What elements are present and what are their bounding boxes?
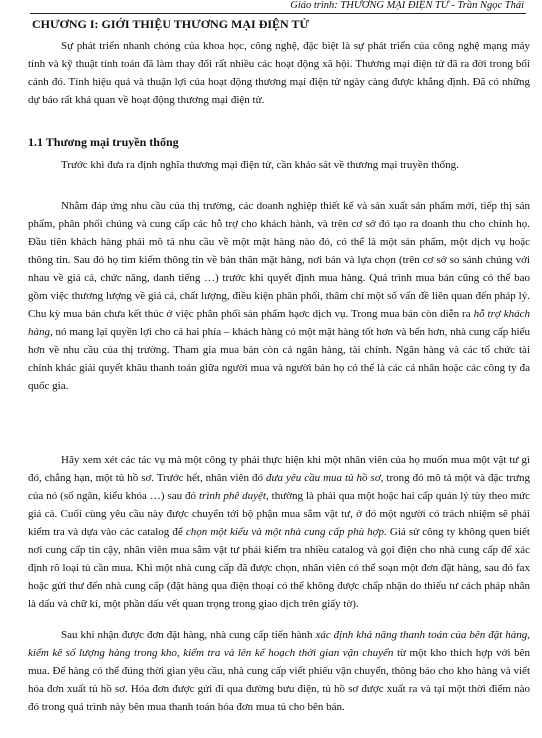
intro-paragraph: Sự phát triển nhanh chóng của khoa học, công nghệ, đặc biệt là sự phát triển của công nghệ mạng máy tính và kỹ thuật tính toán đã làm thay đổi rất nhiều các hoạt động xã hội. Thương mại điện tử đã ra đời trong bối cảnh đó. Tính hiệu quả và thuận lợi của hoạt động thương mại điện tử ngày càng được khẳng định. Đã có những dự báo rất khả quan về hoạt động thương mại điện tử.: [28, 40, 530, 106]
text-run: , nó mang lại quyền lợi cho cả hai phía – khách hàng có một mặt hàng tốt hơn và bến hơn, nhà cung cấp hiểu hơn về nhu cầu của thị trường. Tham gia mua bán còn cả ngân hàng, tài chính. Ngân hàng và các tổ chức tài chính khác giải quyết khâu thanh toán giữa người mua và người bán họ có thể là các cá nhân hoặc các công ty đa quốc gia.: [28, 326, 530, 392]
emphasis-text: hỗ trợ khách hàng: [28, 308, 530, 338]
section-title: 1.1 Thương mại truyền thống: [28, 135, 179, 149]
emphasis-text: trình phê duyệt,: [198, 490, 269, 502]
emphasis-text: đưa yêu cầu mua tủ hồ sơ,: [265, 472, 384, 484]
text-run: Sau khi nhận được đơn đặt hàng, nhà cung cấp tiến hành: [61, 629, 316, 641]
text-run: Nhằm đáp ứng nhu cầu của thị trường, các doanh nghiệp thiết kế và sản xuất sản phẩm mới, tiếp thị sản phẩm, phân phối chúng và cung cấp các hỗ trợ cho khách hành, và trên cơ sở đó tạo ra doanh thu cho chính họ. Đầu tiên khách hàng phải mô tả nhu cầu về một mặt hàng nào đó, có thể là một sản phẩm, một dịch vụ hoặc thông tin. Sau đó họ tìm kiếm thông tin về bản thân mặt hàng, nơi bán và lựa chọn (trên cơ sở so sánh chúng với nhau về giá cả, chức năng, danh tiếng …) trước khi quyết định mua hàng. Quá trình mua bán cũng có thể bao gồm việc thương lượng về giá cả, chất lượng, điều kiện phân phối, thâm chí một số vấn đề liên quan đến pháp lý. Chu kỳ mua bán chưa kết thúc ở việc phân phối sản phẩm hạơc dịch vụ. Trong mua bán còn diễn ra: [28, 200, 530, 320]
text-run: Hãy xem xét các tác vụ mà một công ty phải thực hiện khi một nhân viên của họ muốn mua một vật tư gì đó, chẳng hạn, một tủ hồ sơ. Trước hết, nhân viên đó: [28, 454, 530, 484]
paragraph-purchase-example: [28, 451, 530, 613]
paragraph-supplier-process: [28, 626, 530, 716]
chapter-title: CHƯƠNG I: GIỚI THIỆU THƯƠNG MẠI ĐIỆN TỬ: [32, 17, 310, 31]
emphasis-text: xác định khả năng thanh toán của bên đặt hàng, kiểm kê số lượng hàng trong kho, kiểm tra và lên kế hoạch thời gian vận chuyển: [28, 629, 530, 659]
paragraph-buying-cycle: [28, 197, 530, 395]
paragraph-traditional-commerce-intro: Trước khi đưa ra định nghĩa thương mại điện tử, cần khảo sát về thương mại truyền thống.: [61, 159, 459, 171]
text-run: trong đó mô tả một và đặc trưng của nó (số ngăn, kiểu khóa …) sau đó: [28, 472, 530, 502]
text-run: thường là phải qua một hoặc hai cấp quản lý tùy theo mức giá cả. Cuối cùng yêu cầu này được chuyển tới bộ phận mua sắm vật tư, ở đó một người có trách nhiệm sẽ phải kiểm tra và dựa vào các catalog để: [28, 490, 530, 538]
text-run: Giả sử công ty không quen biết nơi cung cấp tin cậy, nhân viên mua sắm vật tư phải kiểm tra nhiều catalog và gọi điện cho nhà cung cấp để xác định rõ loại tủ cần mua. Khi một nhà cung cấp đã được chọn, nhân viên có thể soạn một đơn đặt hàng, sau đó fax hoặc gửi thư đến nhà cung cấp (đặt hàng qua điện thoại có thể không được chấp nhận do thiếu tư cách pháp nhân là dấu và chữ kí, một phần dấu vết quan trọng trong giao dịch trên giấy tờ).: [28, 526, 530, 610]
text-run: từ một kho thích hợp với bên mua. Để hàng có thể đúng thời gian yêu cầu, nhà cung cấp viết phiếu vận chuyển, thông báo cho kho hàng và viết hóa đơn xuất tủ hồ sơ. Hóa đơn được gửi đi qua đường bưu điện, tủ hồ sơ được xuất ra và tại một thời điểm nào đó trong quá trình này bên mua thanh toán hóa đơn mua tủ cho bên bán.: [28, 647, 531, 713]
emphasis-text: chọn một kiểu và một nhà cung cấp phù hợp.: [185, 526, 387, 538]
running-header: Giáo trình: THƯƠNG MẠI ĐIỆN TỬ - Trần Ngọc Thái: [30, 0, 526, 14]
